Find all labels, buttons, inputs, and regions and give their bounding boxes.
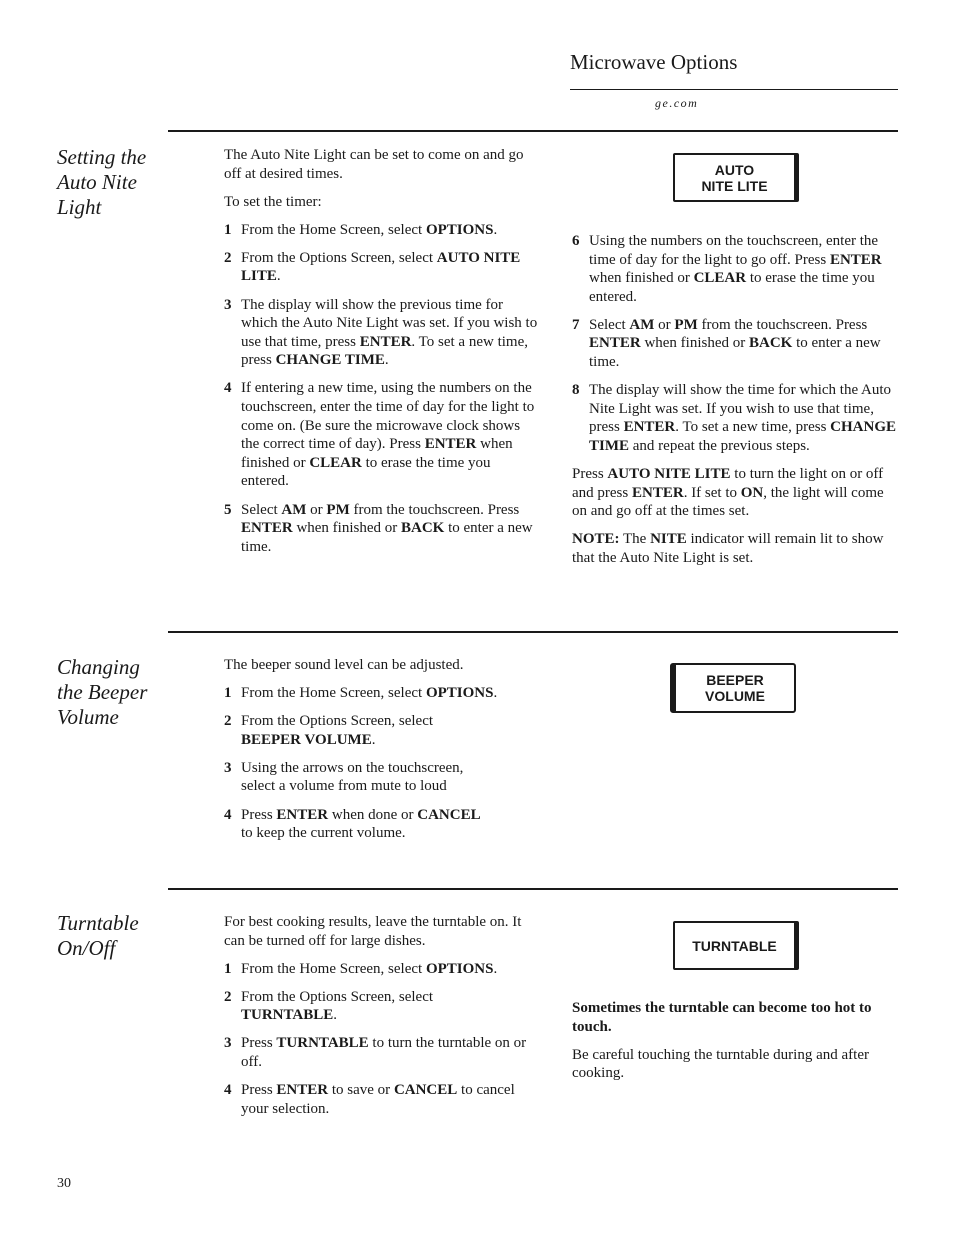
auto-nite-lead: To set the timer: bbox=[224, 193, 322, 210]
beeper-column bbox=[224, 656, 540, 852]
auto-nite-intro: The Auto Nite Light can be set to come on and go off at desired times. bbox=[224, 147, 524, 182]
list-item: 3 Using the arrows on the touchscreen, select a volume from mute to loud bbox=[224, 759, 464, 795]
list-item: 6 Using the numbers on the touchscreen, enter the time of day for the light to go off. Press ENTER when finished or CLEAR to erase the time you entered. bbox=[572, 233, 882, 305]
list-item: 8 The display will show the time for which the Auto Nite Light was set. If you wish to use that time, press ENTER. To set a new time, press CHANGE TIME and repeat the previous steps. bbox=[572, 382, 897, 454]
list-item: 1 From the Home Screen, select OPTIONS. bbox=[224, 221, 498, 238]
auto-nite-right-column bbox=[572, 232, 898, 577]
list-item: 2 From the Options Screen, select AUTO NITE LITE. bbox=[224, 249, 521, 285]
page-number: 30 bbox=[57, 1176, 71, 1191]
section-title-turntable: Turntable On/Off bbox=[57, 911, 139, 960]
auto-nite-note: NOTE: The NITE indicator will remain lit to show that the Auto Nite Light is set. bbox=[572, 531, 884, 566]
header-divider bbox=[570, 89, 898, 90]
section-title-beeper: Changing the Beeper Volume bbox=[57, 655, 148, 729]
auto-nite-press-note: Press AUTO NITE LITE to turn the light on or off and press ENTER. If set to ON, the light will come on and go off at the times set. bbox=[572, 466, 884, 520]
turntable-intro: For best cooking results, leave the turntable on. It can be turned off for large dishes. bbox=[224, 914, 522, 949]
list-item: 4 If entering a new time, using the numbers on the touchscreen, enter the time of day for the light to come on. (Be sure the microwave clock shows the correct time of day). Press ENTER when finished or CLEAR to erase the time you entered. bbox=[224, 380, 535, 490]
turntable-caution: Be careful touching the turntable during and after cooking. bbox=[572, 1046, 869, 1082]
list-item: 4 Press ENTER when done or CANCEL to keep the current volume. bbox=[224, 806, 481, 842]
section-divider bbox=[168, 631, 898, 633]
list-item: 2 From the Options Screen, select TURNTABLE. bbox=[224, 988, 434, 1024]
turntable-right-column bbox=[572, 999, 898, 1092]
list-item: 3 The display will show the previous time for which the Auto Nite Light was set. If you wish to use that time, press ENTER. To set a new time, press CHANGE TIME. bbox=[224, 296, 538, 369]
list-item: 3 Press TURNTABLE to turn the turntable on or off. bbox=[224, 1035, 527, 1071]
turntable-column bbox=[224, 913, 540, 1128]
list-item: 2 From the Options Screen, select BEEPER VOLUME. bbox=[224, 713, 434, 748]
section-title-auto-nite: Setting the Auto Nite Light bbox=[57, 145, 147, 219]
turntable-warning: Sometimes the turntable can become too hot to touch. bbox=[572, 1000, 872, 1035]
auto-nite-lite-button[interactable]: AUTO NITE LITE bbox=[673, 153, 799, 202]
section-divider bbox=[168, 888, 898, 890]
list-item: 4 Press ENTER to save or CANCEL to cancel your selection. bbox=[224, 1082, 515, 1117]
list-item: 1 From the Home Screen, select OPTIONS. bbox=[224, 685, 498, 702]
page-header-title: Microwave Options bbox=[570, 50, 738, 74]
list-item: 5 Select AM or PM from the touchscreen. Press ENTER when finished or BACK to enter a new time. bbox=[224, 501, 533, 555]
list-item: 7 Select AM or PM from the touchscreen. Press ENTER when finished or BACK to enter a new time. bbox=[572, 316, 881, 371]
beeper-volume-button[interactable]: BEEPER VOLUME bbox=[670, 663, 796, 713]
turntable-button[interactable]: TURNTABLE bbox=[673, 921, 799, 970]
auto-nite-left-column bbox=[224, 146, 540, 566]
list-item: 1 From the Home Screen, select OPTIONS. bbox=[224, 960, 498, 977]
section-divider bbox=[168, 130, 898, 132]
header-website: ge.com bbox=[655, 96, 699, 110]
beeper-intro: The beeper sound level can be adjusted. bbox=[224, 657, 464, 673]
